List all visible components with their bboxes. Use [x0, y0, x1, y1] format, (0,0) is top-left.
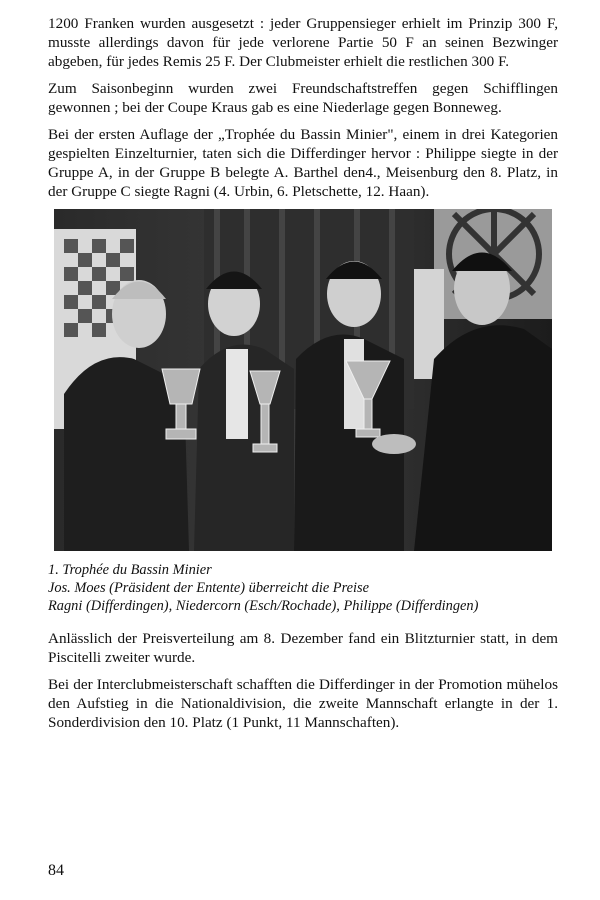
page-number: 84 [48, 862, 64, 879]
paragraph-trophee: Bei der ersten Auflage der „Trophée du Bassin Minier", einem in drei Kategorien gespielten Einzelturnier, taten sich die Differdinger hervor : Philippe siegte in der Gruppe A, in der Gruppe B belegte A. Barthel den4., Meisenburg den 8. Platz, in der Gruppe C siegte Ragni (4. Urbin, 6. Pletschette, 12. Haan). [48, 126, 558, 200]
paragraph-interclub: Bei der Interclubmeisterschaft schafften die Differdinger in der Promotion mühelos den Aufstieg in die Nationaldivision, die zweite Mannschaft erlangte in der 1. Sonderdivision den 10. Platz (1 Punkt, 11 Mannschaften). [48, 676, 558, 731]
award-photo-illustration [54, 209, 552, 551]
paragraph-season-start: Zum Saisonbeginn wurden zwei Freundschaftstreffen gegen Schifflingen gewonnen ; bei der Coupe Kraus gab es eine Niederlage gegen Bonneweg. [48, 80, 558, 116]
page-content [48, 14, 558, 740]
caption-title: 1. Trophée du Bassin Minier [48, 562, 212, 578]
caption-line-1: Jos. Moes (Präsident der Entente) überreicht die Preise [48, 580, 370, 596]
caption-line-2: Ragni (Differdingen), Niedercorn (Esch/Rochade), Philippe (Differdingen) [48, 598, 479, 614]
paragraph-prize-money: 1200 Franken wurden ausgesetzt : jeder Gruppensieger erhielt im Prinzip 300 F, musste allerdings davon für jede verlorene Partie 50 F an seinen Bezwinger abgeben, für jedes Remis 25 F. Der Clubmeister erhielt die restlichen 300 F. [48, 15, 558, 70]
award-photo [54, 209, 552, 551]
paragraph-blitz: Anlässlich der Preisverteilung am 8. Dezember fand ein Blitzturnier statt, in dem Piscitelli zweiter wurde. [48, 630, 558, 666]
photo-caption [48, 561, 558, 615]
